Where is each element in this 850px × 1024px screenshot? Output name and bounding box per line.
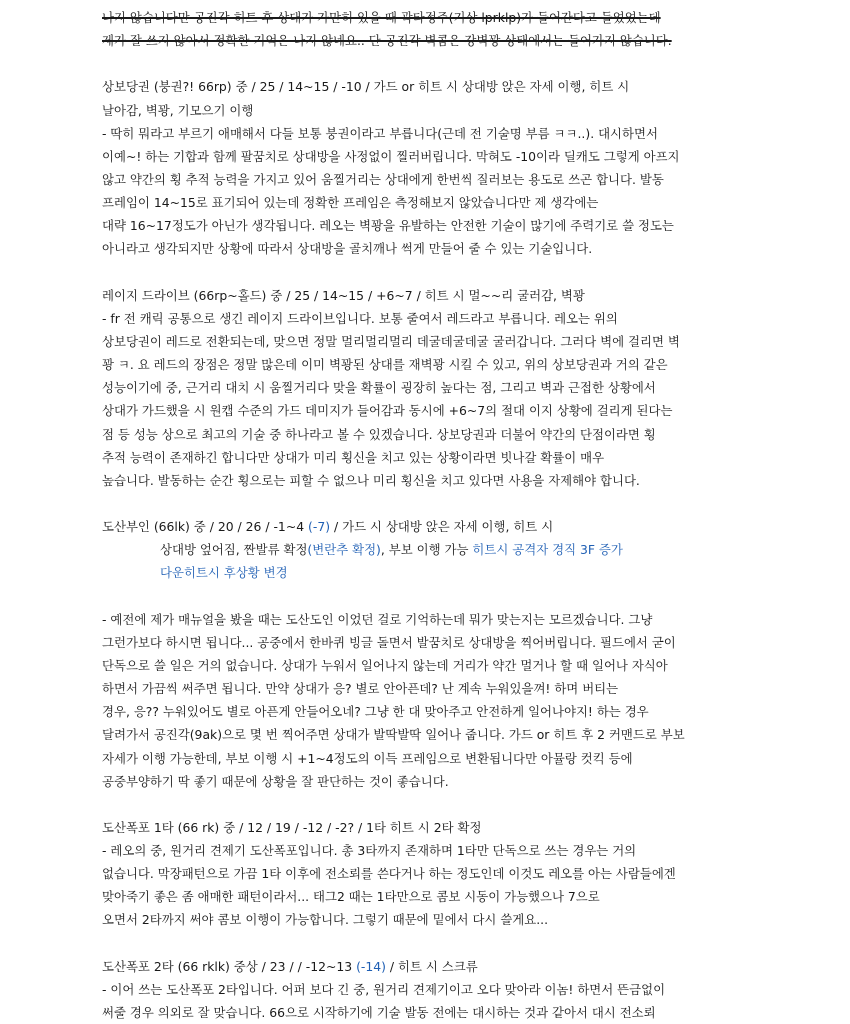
body-line: - 레오의 중, 원거리 견제기 도산폭포입니다. 총 3타까지 존재하며 1타만 단독으로 쓰는 경우는 거의 <box>102 843 637 859</box>
body-line: - 딱히 뭐라고 부르기 애매해서 다들 보통 붕권이라고 부릅니다(근데 전 기술명 부름 ㅋㅋ..). 대시하면서 <box>102 125 658 141</box>
paragraph-gap <box>102 52 792 75</box>
paragraph-gap <box>102 932 792 955</box>
body-line: - 이어 쓰는 도산폭포 2타입니다. 어퍼 보다 긴 중, 원거리 견제기이고 오다 맞아라 이놈! 하면서 뜬금없이 <box>102 981 666 997</box>
body-line: 높습니다. 발동하는 순간 횡으로는 피할 수 없으나 미리 횡신을 치고 있다면 사용을 자제해야 합니다. <box>102 472 640 488</box>
paragraph-gap <box>102 793 792 816</box>
title-part-highlight: 히트시 공격자 경직 3F 증가 <box>472 542 623 558</box>
body-line: 오면서 2타까지 써야 콤보 이행이 가능합니다. 그렇기 때문에 밑에서 다시 쓸게요... <box>102 912 549 928</box>
section-title-rage-drive: 레이지 드라이브 (66rp~홀드) 중 / 25 / 14~15 / +6~7 / 히트 시 멀~~리 굴러감, 벽꽝 <box>102 287 585 303</box>
body-line: 프레임이 14~15로 표기되어 있는데 정확한 프레임은 측정해보지 않았습니다만 제 생각에는 <box>102 195 599 211</box>
paragraph-gap <box>102 492 792 515</box>
intro-line: 제가 잘 쓰지 않아서 정확한 기억은 나지 않네요.. 단 공진각 벽콤은 강벽꽝 상태에서는 들어가지 않습니다. <box>102 33 672 49</box>
body-line: 상보당권이 레드로 전환되는데, 맞으면 정말 멀리멀리멀리 데굴데굴데굴 굴러갑니다. 그러다 벽에 걸리면 벽 <box>102 333 680 349</box>
title-part: 도산폭포 2타 (66 rklk) 중상 / 23 / / -12~13 <box>102 958 357 974</box>
section-title-dosanpokpo-2 <box>102 955 792 978</box>
section-title-sangbodanggwon-cont: 날아감, 벽꽝, 기모으기 이행 <box>102 102 254 118</box>
body-line: 대략 16~17정도가 아닌가 생각됩니다. 레오는 벽꽝을 유발하는 안전한 기술이 많기에 주력기로 쓸 정도는 <box>102 218 674 234</box>
body-line: 성능이기에 중, 근거리 대치 시 움찔거리다 맞을 확률이 굉장히 높다는 점, 그리고 벽과 근접한 상황에서 <box>102 380 656 396</box>
section-title-dosanpokpo-1: 도산폭포 1타 (66 rk) 중 / 12 / 19 / -12 / -2? / 1타 히트 시 2타 확정 <box>102 819 482 835</box>
body-line: 하면서 가끔씩 써주면 됩니다. 만약 상대가 응? 별로 안아픈데? 난 계속 누워있을껴! 하며 버티는 <box>102 681 619 697</box>
body-line: 단독으로 쓸 일은 거의 없습니다. 상대가 누워서 일어나지 않는데 거리가 약간 멀거나 할 때 일어나 자식아 <box>102 657 668 673</box>
title-part: / 히트 시 스크류 <box>385 958 478 974</box>
body-line: 꽝 ㅋ. 요 레드의 장점은 정말 많은데 이미 벽꽝된 상대를 재벽꽝 시킬 수 있고, 위의 상보당권과 거의 같은 <box>102 357 668 373</box>
body-line: 자세가 이행 가능한데, 부보 이행 시 +1~4정도의 이득 프레임으로 변환됩니다만 아뮬랑 컷킥 등에 <box>102 750 633 766</box>
body-line: 없습니다. 막장패턴으로 가끔 1타 이후에 전소뢰를 쓴다거나 하는 정도인데 이것도 레오를 아는 사람들에겐 <box>102 866 676 882</box>
body-line: 달려가서 공진각(9ak)으로 몇 번 찍어주면 상대가 발딱발딱 일어나 줍니다. 가드 or 히트 후 2 커맨드로 부보 <box>102 727 685 743</box>
body-line: 경우, 응?? 누워있어도 별로 아픈게 안들어오네? 그냥 한 대 맞아주고 안전하게 일어나야지! 하는 경우 <box>102 704 649 720</box>
body-line: 아니라고 생각되지만 상황에 따라서 상대방을 골치깨나 썩게 만들어 줄 수 있는 기술입니다. <box>102 241 593 257</box>
body-line: 추적 능력이 존재하긴 합니다만 상대가 미리 횡신을 치고 있는 상황이라면 빗나갈 확률이 매우 <box>102 449 605 465</box>
title-part-highlight: (-14) <box>356 958 386 974</box>
title-part: 도산부인 (66lk) 중 / 20 / 26 / -1~4 <box>102 519 309 535</box>
body-line: - fr 전 캐릭 공통으로 생긴 레이지 드라이브입니다. 보통 줄여서 레드라고 부릅니다. 레오는 위의 <box>102 310 618 326</box>
body-line: 않고 약간의 횡 추적 능력을 가지고 있어 움찔거리는 상대에게 한번씩 질러보는 용도로 쓰곤 합니다. 발동 <box>102 171 664 187</box>
body-line: 이예~! 하는 기합과 함께 팔꿈치로 상대방을 사정없이 찔러버립니다. 막혀도 -10이라 딜캐도 그렇게 아프지 <box>102 148 680 164</box>
section-title-dosanbuin-cont <box>102 538 792 561</box>
intro-line: 나지 않습니다만 공진각 히트 후 상대가 가만히 있을 때 곽타정주(기상 lprklp)가 들어간다고 들었었는데 <box>102 10 661 25</box>
body-line: - 예전에 제가 매뉴얼을 봤을 때는 도산도인 이었던 걸로 기억하는데 뭐가 맞는지는 모르겠습니다. 그냥 <box>102 611 653 627</box>
paragraph-gap <box>102 585 792 608</box>
title-part: / 가드 시 상대방 앉은 자세 이행, 히트 시 <box>330 519 554 535</box>
title-part: , 부보 이행 가능 <box>380 542 473 558</box>
title-part-highlight: (-7) <box>308 519 331 535</box>
paragraph-gap <box>102 261 792 284</box>
body-line: 공중부양하기 딱 좋기 때문에 상황을 잘 판단하는 것이 좋습니다. <box>102 773 449 789</box>
body-line: 점 등 성능 상으로 최고의 기술 중 하나라고 볼 수 있겠습니다. 상보당권과 더불어 약간의 단점이라면 횡 <box>102 426 656 442</box>
title-part-highlight: (변란추 확정) <box>307 542 381 558</box>
body-line: 맞아죽기 좋은 좀 애매한 패턴이라서... 태그2 때는 1타만으로 콤보 시동이 가능했으나 7으로 <box>102 889 600 905</box>
title-part: 상대방 엎어짐, 짠발류 확정 <box>160 542 308 558</box>
body-line: 써줄 경우 의외로 잘 맞습니다. 66으로 시작하기에 기술 발동 전에는 대시하는 것과 같아서 대시 전소뢰 <box>102 1005 656 1021</box>
section-title-dosanbuin-note: 다운히트시 후상황 변경 <box>160 565 288 581</box>
section-title-dosanbuin <box>102 515 792 538</box>
section-title-sangbodanggwon: 상보당권 (붕권?! 66rp) 중 / 25 / 14~15 / -10 / 가드 or 히트 시 상대방 앉은 자세 이행, 히트 시 <box>102 79 630 95</box>
body-line: 그런가보다 하시면 됩니다... 공중에서 한바퀴 빙글 돌면서 발꿈치로 상대방을 찍어버립니다. 필드에서 굳이 <box>102 634 676 650</box>
body-line: 상대가 가드했을 시 원캡 수준의 가드 데미지가 들어감과 동시에 +6~7의 절대 이지 상황에 걸리게 된다는 <box>102 403 673 419</box>
